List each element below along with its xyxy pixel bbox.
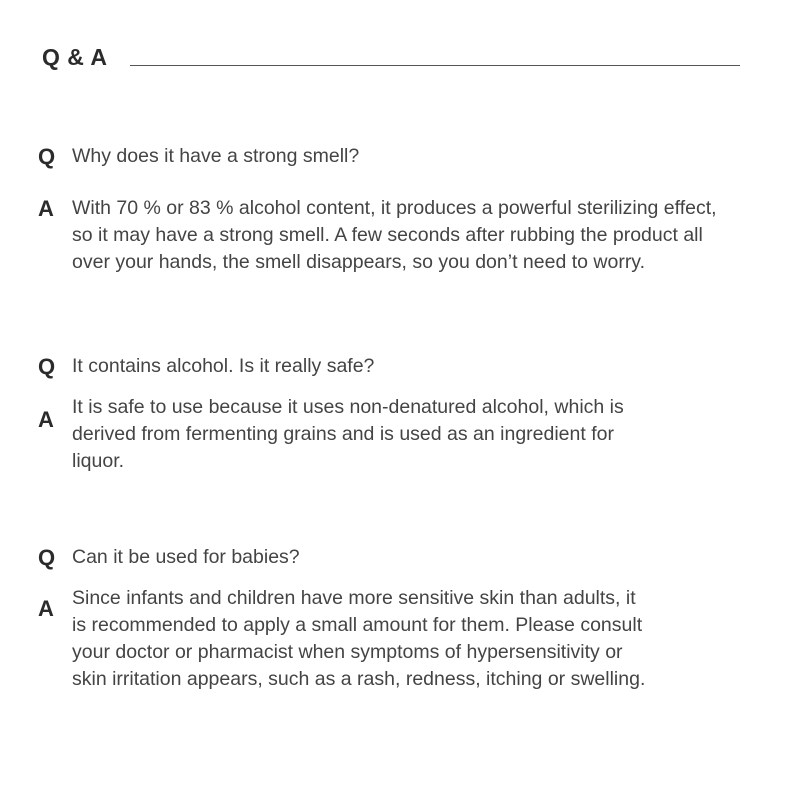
- qa-item: [38, 143, 738, 276]
- qa-item: [38, 353, 738, 475]
- qa-item: [38, 544, 738, 693]
- header-divider: [130, 65, 740, 66]
- question-text: Why does it have a strong smell?: [72, 145, 360, 167]
- qa-header: [42, 40, 742, 80]
- page-title: Q & A: [42, 44, 108, 70]
- answer-marker: A: [38, 596, 54, 621]
- question-row: [38, 353, 738, 380]
- answer-marker: A: [38, 196, 54, 221]
- answer-text: Since infants and children have more sensitive skin than adults, it is recommended to apply a small amount for them. Please consult your doctor or pharmacist when symptoms of hypersensitivity or skin irritation appears, such as a rash, redness, itching or swelling.: [72, 587, 646, 690]
- answer-text: It is safe to use because it uses non-denatured alcohol, which is derived from fermenting grains and is used as an ingredient for liquor.: [72, 396, 624, 472]
- answer-row: [38, 195, 738, 276]
- answer-row: [38, 585, 738, 693]
- answer-text: With 70 % or 83 % alcohol content, it produces a powerful sterilizing effect, so it may have a strong smell. A few seconds after rubbing the product all over your hands, the smell disappears, so you don’t need to worry.: [72, 197, 717, 273]
- question-text: It contains alcohol. Is it really safe?: [72, 355, 375, 377]
- question-marker: Q: [38, 545, 56, 570]
- question-row: [38, 143, 738, 170]
- question-marker: Q: [38, 354, 56, 379]
- question-row: [38, 544, 738, 571]
- question-text: Can it be used for babies?: [72, 546, 300, 568]
- answer-marker: A: [38, 407, 54, 432]
- question-marker: Q: [38, 144, 56, 169]
- answer-row: [38, 394, 738, 475]
